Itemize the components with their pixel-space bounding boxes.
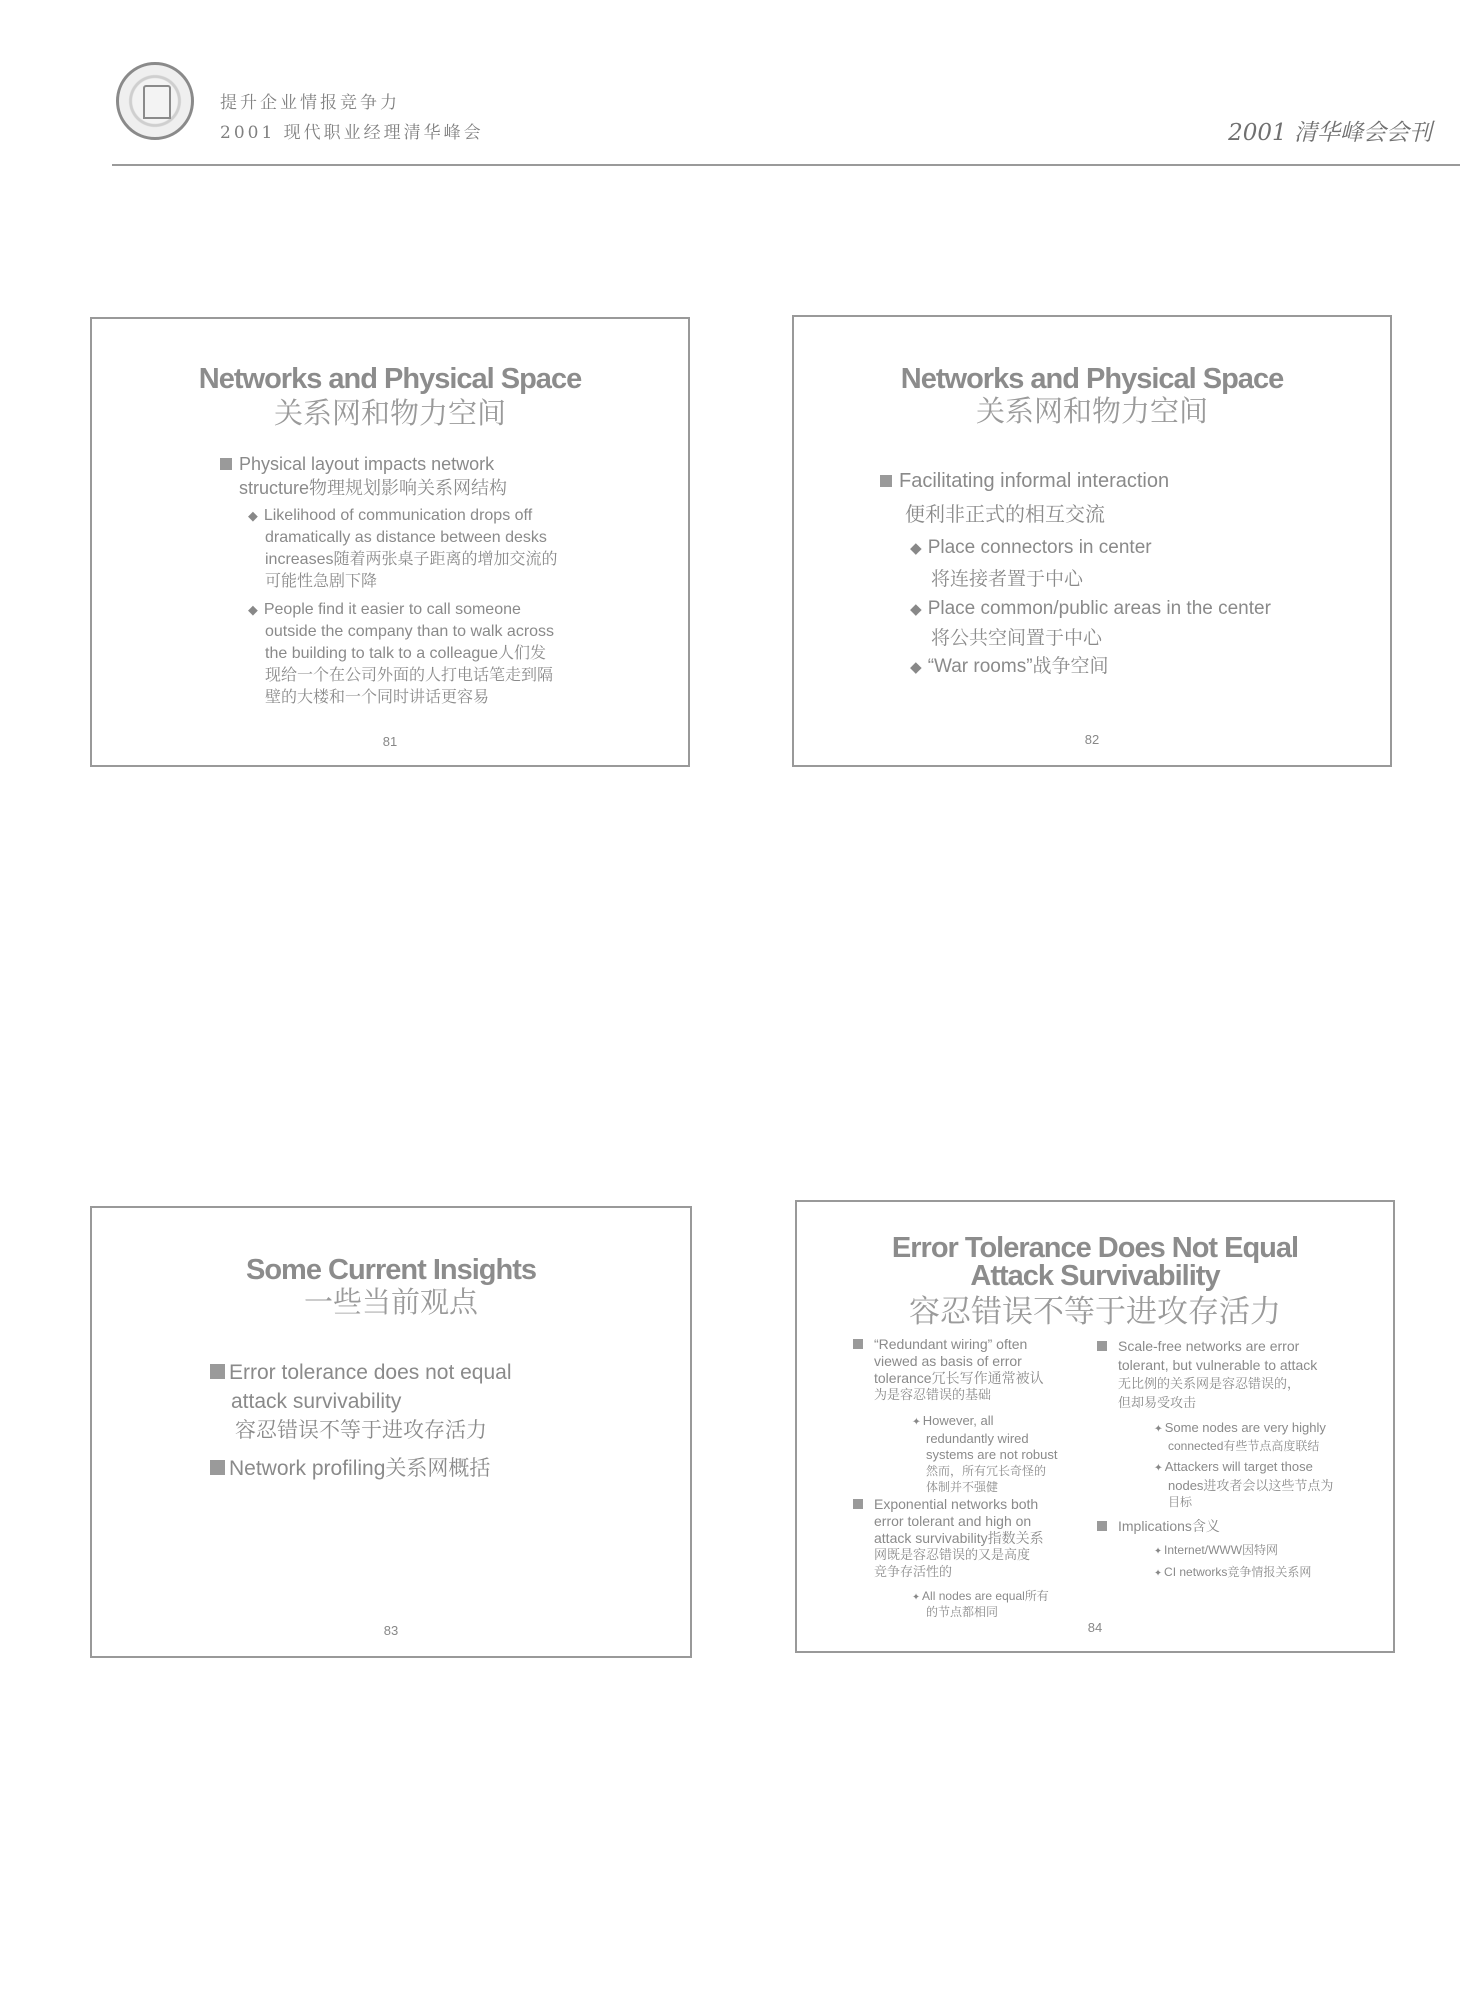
slide-81 [90,317,690,767]
bullet-text: 可能性急剧下降 [265,573,378,590]
diamond-bullet-icon: ◆ [910,601,922,618]
header-subtitle-line1: 提升企业情报竞争力 [220,93,400,113]
bullet-text: Physical layout impacts network [239,454,495,474]
slide-page-number: 83 [383,1623,399,1638]
bullet-text: attack survivability [231,1390,402,1413]
slide-83 [90,1206,692,1658]
bullet-text: Implications含义 [1118,1518,1220,1534]
slide-bullet-level1 [1097,1337,1317,1413]
slide-bullet-level1 [220,452,507,500]
header-journal-title: 2001 清华峰会会刊 [1228,120,1432,146]
page-header [0,0,1469,170]
slide-bullet-level2 [912,1413,1058,1495]
square-bullet-icon [220,458,232,470]
bullet-text: “Redundant wiring” often [874,1336,1028,1352]
slide-bullet-level1 [1097,1517,1220,1536]
slide-title-cn: 关系网和物力空间 [273,396,506,430]
bullet-text: 的节点都相同 [926,1605,999,1619]
slide-page-number: 81 [382,734,398,749]
slide-page-number: 82 [1084,732,1100,747]
university-seal-logo [116,62,194,140]
bullet-text: 无比例的关系网是容忍错误的， [1118,1377,1301,1392]
slide-title-cn: 容忍错误不等于进攻存活力 [909,1294,1281,1330]
bullet-text: Network profiling关系网概括 [229,1457,491,1480]
slide-title: Networks and Physical Space [900,363,1284,395]
bullet-text: Attackers will target those [1164,1459,1313,1474]
slide-bullet-level2 [910,652,1109,683]
slide-bullet-level1 [210,1454,490,1483]
bullet-text: the building to talk to a colleague人们发 [265,645,547,662]
bullet-text: Some nodes are very highly [1164,1420,1326,1435]
bullet-text: 然而，所有冗长奇怪的 [926,1464,1047,1478]
bullet-text: increases随着两张桌子距离的增加交流的 [265,551,558,568]
diamond-bullet-icon: ◆ [910,659,922,676]
bullet-text: 体制并不强健 [926,1480,999,1494]
square-bullet-icon [853,1499,863,1509]
bullet-text: 便利非正式的相互交流 [905,502,1105,526]
bullet-text: Likelihood of communication drops off [263,507,533,524]
bullet-text: 为是容忍错误的基础 [874,1388,992,1403]
slide-title-line2: Attack Survivability [970,1260,1220,1292]
bullet-text: Place common/public areas in the center [927,598,1271,619]
bullet-text: dramatically as distance between desks [265,529,547,546]
bullet-text: attack survivability指数关系 [874,1530,1044,1546]
bullet-text: 网既是容忍错误的又是高度 [874,1548,1031,1563]
slide-title-cn: 一些当前观点 [303,1285,478,1319]
bullet-text: 容忍错误不等于进攻存活力 [235,1418,487,1442]
bullet-text: People find it easier to call someone [263,601,521,618]
square-bullet-icon [853,1339,863,1349]
bullet-text: Internet/WWW因特网 [1164,1543,1279,1557]
bullet-text: outside the company than to walk across [265,623,555,640]
diamond-bullet-icon: ✦ [1154,1463,1163,1474]
diamond-bullet-icon: ✦ [1154,1568,1163,1579]
bullet-text: tolerance冗长写作通常被认 [874,1370,1044,1386]
bullet-text: “War rooms”战争空间 [927,656,1109,677]
bullet-text: Exponential networks both [874,1496,1039,1512]
bullet-text: However, all [922,1413,994,1428]
diamond-bullet-icon: ✦ [1154,1546,1163,1557]
slide-title: Error Tolerance Does Not Equal [891,1232,1299,1264]
bullet-text: redundantly wired [926,1431,1029,1446]
bullet-text: systems are not robust [926,1447,1058,1462]
slide-bullet-level2 [910,533,1152,594]
slide-page-number: 84 [1087,1620,1103,1635]
square-bullet-icon [880,475,892,487]
square-bullet-icon [210,1460,225,1475]
bullet-text: 目标 [1168,1495,1193,1509]
bullet-text: Scale-free networks are error [1118,1338,1300,1354]
slide-bullet-level1 [210,1358,512,1445]
slide-bullet-level1 [853,1336,1044,1404]
bullet-text: 将连接者置于中心 [931,568,1084,590]
bullet-text: connected有些节点高度联结 [1168,1439,1320,1453]
slide-84 [795,1200,1395,1653]
bullet-text: structure物理规划影响关系网结构 [239,478,508,498]
bullet-text: CI networks竞争情报关系网 [1164,1565,1312,1579]
header-subtitle-line2: 2001 现代职业经理清华峰会 [220,123,484,143]
bullet-text: Place connectors in center [927,537,1152,558]
slide-title: Networks and Physical Space [198,363,582,395]
slide-82 [792,315,1392,767]
bullet-text: 壁的大楼和一个同时讲话更容易 [265,689,490,706]
slide-bullet-level2 [248,599,554,709]
square-bullet-icon [1097,1521,1107,1531]
diamond-bullet-icon: ✦ [1154,1424,1163,1435]
bullet-text: tolerant, but vulnerable to attack [1118,1357,1318,1373]
diamond-bullet-icon: ◆ [248,508,258,523]
slide-bullet-level1 [880,465,1169,531]
bullet-text: nodes进攻者会以这些节点为 [1168,1478,1334,1493]
slide-bullet-level2 [1154,1540,1311,1584]
diamond-bullet-icon: ◆ [910,540,922,557]
bullet-text: 但却易受攻击 [1118,1396,1197,1411]
square-bullet-icon [1097,1341,1107,1351]
slide-bullet-level1 [853,1496,1044,1581]
bullet-text: Facilitating informal interaction [899,470,1170,492]
diamond-bullet-icon: ✦ [912,1417,921,1428]
bullet-text: viewed as basis of error [874,1353,1022,1369]
bullet-text: All nodes are equal所有 [922,1589,1049,1603]
slide-title: Some Current Insights [246,1254,536,1286]
diamond-bullet-icon: ✦ [912,1592,921,1603]
slide-bullet-level2 [910,594,1271,653]
slide-title-cn: 关系网和物力空间 [975,394,1208,428]
bullet-text: 将公共空间置于中心 [931,627,1103,649]
square-bullet-icon [210,1364,225,1379]
slide-bullet-level2 [248,505,557,593]
slide-bullet-level2 [1154,1458,1333,1511]
diamond-bullet-icon: ◆ [248,602,258,617]
bullet-text: 竞争存活性的 [874,1565,953,1580]
header-divider [112,164,1460,166]
bullet-text: 现给一个在公司外面的人打电话笔走到隔 [265,667,554,684]
slide-bullet-level2 [912,1589,1049,1620]
bullet-text: Error tolerance does not equal [229,1361,512,1384]
slide-bullet-level2 [1154,1419,1326,1455]
bullet-text: error tolerant and high on [874,1513,1032,1529]
